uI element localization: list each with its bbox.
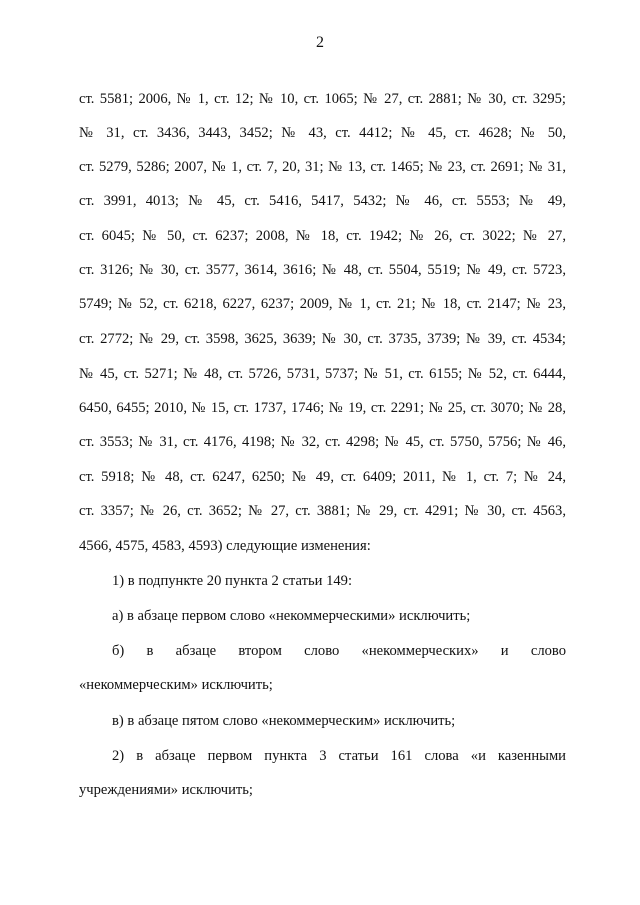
text-line: ст. 3991, 4013; № 45, ст. 5416, 5417, 5432; № 46, ст. 5553; № 49,	[79, 193, 566, 209]
text-line: ст. 3126; № 30, ст. 3577, 3614, 3616; № 48, ст. 5504, 5519; № 49, ст. 5723,	[79, 262, 566, 278]
text-line: ст. 5279, 5286; 2007, № 1, ст. 7, 20, 31; № 13, ст. 1465; № 23, ст. 2691; № 31,	[79, 159, 566, 175]
text-line: 6450, 6455; 2010, № 15, ст. 1737, 1746; № 19, ст. 2291; № 25, ст. 3070; № 28,	[79, 400, 566, 416]
text-line: ст. 2772; № 29, ст. 3598, 3625, 3639; № 30, ст. 3735, 3739; № 39, ст. 4534;	[79, 331, 566, 347]
list-item: в) в абзаце пятом слово «некоммерческим» исключить;	[112, 713, 456, 729]
list-item: 1) в подпункте 20 пункта 2 статьи 149:	[112, 573, 353, 589]
text-line: ст. 5918; № 48, ст. 6247, 6250; № 49, ст. 6409; 2011, № 1, ст. 7; № 24,	[79, 469, 566, 485]
text-line: ст. 5581; 2006, № 1, ст. 12; № 10, ст. 1065; № 27, ст. 2881; № 30, ст. 3295;	[79, 91, 566, 107]
page-number: 2	[316, 34, 324, 51]
text-line: ст. 3553; № 31, ст. 4176, 4198; № 32, ст. 4298; № 45, ст. 5750, 5756; № 46,	[79, 434, 566, 450]
text-line: 4566, 4575, 4583, 4593) следующие изменения:	[79, 538, 371, 554]
list-item: б) в абзаце втором слово «некоммерческих» и слово	[112, 643, 566, 659]
text-line: № 45, ст. 5271; № 48, ст. 5726, 5731, 5737; № 51, ст. 6155; № 52, ст. 6444,	[79, 366, 566, 382]
list-item: а) в абзаце первом слово «некоммерческими» исключить;	[112, 608, 471, 624]
text-line: ст. 3357; № 26, ст. 3652; № 27, ст. 3881; № 29, ст. 4291; № 30, ст. 4563,	[79, 503, 566, 519]
text-line: 5749; № 52, ст. 6218, 6227, 6237; 2009, № 1, ст. 21; № 18, ст. 2147; № 23,	[79, 296, 566, 312]
text-line: ст. 6045; № 50, ст. 6237; 2008, № 18, ст. 1942; № 26, ст. 3022; № 27,	[79, 228, 566, 244]
text-line: учреждениями» исключить;	[79, 782, 253, 798]
text-line: «некоммерческим» исключить;	[79, 677, 273, 693]
list-item: 2) в абзаце первом пункта 3 статьи 161 слова «и казенными	[112, 748, 566, 764]
text-line: № 31, ст. 3436, 3443, 3452; № 43, ст. 4412; № 45, ст. 4628; № 50,	[79, 125, 566, 141]
